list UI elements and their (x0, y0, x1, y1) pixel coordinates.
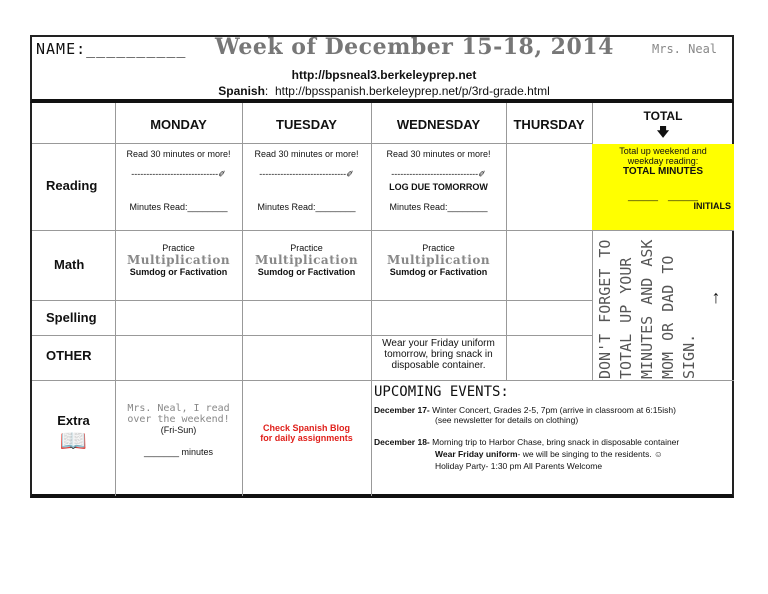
event-bold: Wear Friday uniform (435, 449, 518, 459)
book-icon: 📖 (59, 428, 88, 453)
event-text (374, 449, 731, 459)
event-text: (see newsletter for details on clothing) (435, 415, 579, 425)
reading-tuesday (242, 149, 371, 229)
row-label-extra (32, 413, 115, 454)
math-subject: Multiplication (254, 253, 359, 267)
math-subject: Multiplication (126, 253, 231, 267)
header-monday: MONDAY (150, 117, 207, 132)
log-due-note: LOG DUE TOMORROW (389, 182, 488, 192)
event-date: December 17- (374, 405, 430, 415)
signature-line[interactable]: -----------------------------✐ (131, 169, 226, 179)
initials-label: INITIALS (693, 201, 731, 211)
event-item (374, 437, 731, 447)
upcoming-events (371, 381, 734, 474)
header-total (592, 109, 734, 144)
reminder-box (595, 233, 705, 379)
header-thursday: THURSDAY (513, 117, 585, 132)
header-tuesday: TUESDAY (276, 117, 337, 132)
arrow-up-icon: ↑ (711, 287, 721, 307)
row-label-spelling: Spelling (46, 310, 97, 325)
spanish-label: Spanish (218, 84, 265, 98)
extra-label: Extra (57, 413, 90, 428)
event-text: Holiday Party- 1:30 pm All Parents Welcome (435, 461, 603, 471)
minutes-read-field[interactable]: Minutes Read:________ (389, 202, 488, 212)
weekend-minutes-field[interactable]: _______ minutes (143, 447, 214, 457)
header-wednesday: WEDNESDAY (396, 117, 481, 132)
other-wednesday: Wear your Friday uniform tomorrow, bring snack in disposable container. (382, 338, 495, 371)
total-instructions: Total up weekend and weekday reading: (619, 146, 707, 166)
minutes-read-field[interactable]: Minutes Read:________ (257, 202, 356, 212)
signature-line[interactable]: -----------------------------✐ (259, 169, 354, 179)
spanish-url[interactable]: http://bpsspanish.berkeleyprep.net/p/3rd-grade.html (274, 84, 550, 98)
minutes-read-field[interactable]: Minutes Read:________ (129, 202, 228, 212)
math-sites: Sumdog or Factivation (129, 267, 228, 277)
practice-label: Practice (290, 243, 323, 253)
total-minutes-box (592, 144, 734, 230)
math-wednesday (371, 243, 506, 277)
row-label-reading: Reading (46, 178, 98, 193)
reading-wednesday (371, 149, 506, 229)
math-subject: Multiplication (386, 253, 491, 267)
class-url[interactable]: http://bpsneal3.berkeleyprep.net (291, 68, 477, 82)
math-monday (115, 243, 242, 277)
extra-tuesday: Check Spanish Blog for daily assignments (260, 423, 353, 443)
weekend-range: (Fri-Sun) (160, 425, 197, 435)
spanish-url-line: Spanish: http://bpsspanish.berkeleyprep.net/p/3rd-grade.html (218, 84, 550, 98)
name-field: NAME:__________ (36, 40, 187, 58)
reading-prompt: Read 30 minutes or more! (386, 149, 491, 159)
event-text: Winter Concert, Grades 2-5, 7pm (arrive in classroom at 6:15ish) (432, 405, 676, 415)
reading-prompt: Read 30 minutes or more! (254, 149, 359, 159)
event-date: December 18- (374, 437, 430, 447)
math-sites: Sumdog or Factivation (257, 267, 356, 277)
page-title: Week of December 15-18, 2014 (215, 34, 614, 60)
row-label-math: Math (54, 257, 85, 272)
extra-monday (115, 403, 242, 457)
events-title: UPCOMING EVENTS: (374, 384, 509, 400)
total-blanks[interactable]: ______ ______ (627, 191, 699, 201)
signature-line[interactable]: -----------------------------✐ (391, 169, 486, 179)
reading-prompt: Read 30 minutes or more! (126, 149, 231, 159)
reminder-text: DON'T FORGET TO TOTAL UP YOUR MINUTES AND ASK MOM OR DAD TO SIGN. (596, 239, 698, 379)
practice-label: Practice (162, 243, 195, 253)
event-text-rest: - we will be singing to the residents. ☺ (517, 449, 663, 459)
reading-monday (115, 149, 242, 229)
teacher-name: Mrs. Neal (652, 42, 718, 56)
math-sites: Sumdog or Factivation (389, 267, 488, 277)
event-text: Morning trip to Harbor Chase, bring snack in disposable container (432, 437, 680, 447)
schedule-table (30, 103, 734, 498)
arrow-down-icon: 🡇 (656, 125, 670, 139)
row-label-other: OTHER (46, 348, 92, 363)
math-tuesday (242, 243, 371, 277)
total-minutes-label: TOTAL MINUTES (623, 166, 703, 177)
total-label: TOTAL (643, 109, 683, 123)
weekend-note: Mrs. Neal, I read over the weekend! (127, 403, 230, 425)
event-item (374, 405, 731, 415)
practice-label: Practice (422, 243, 455, 253)
